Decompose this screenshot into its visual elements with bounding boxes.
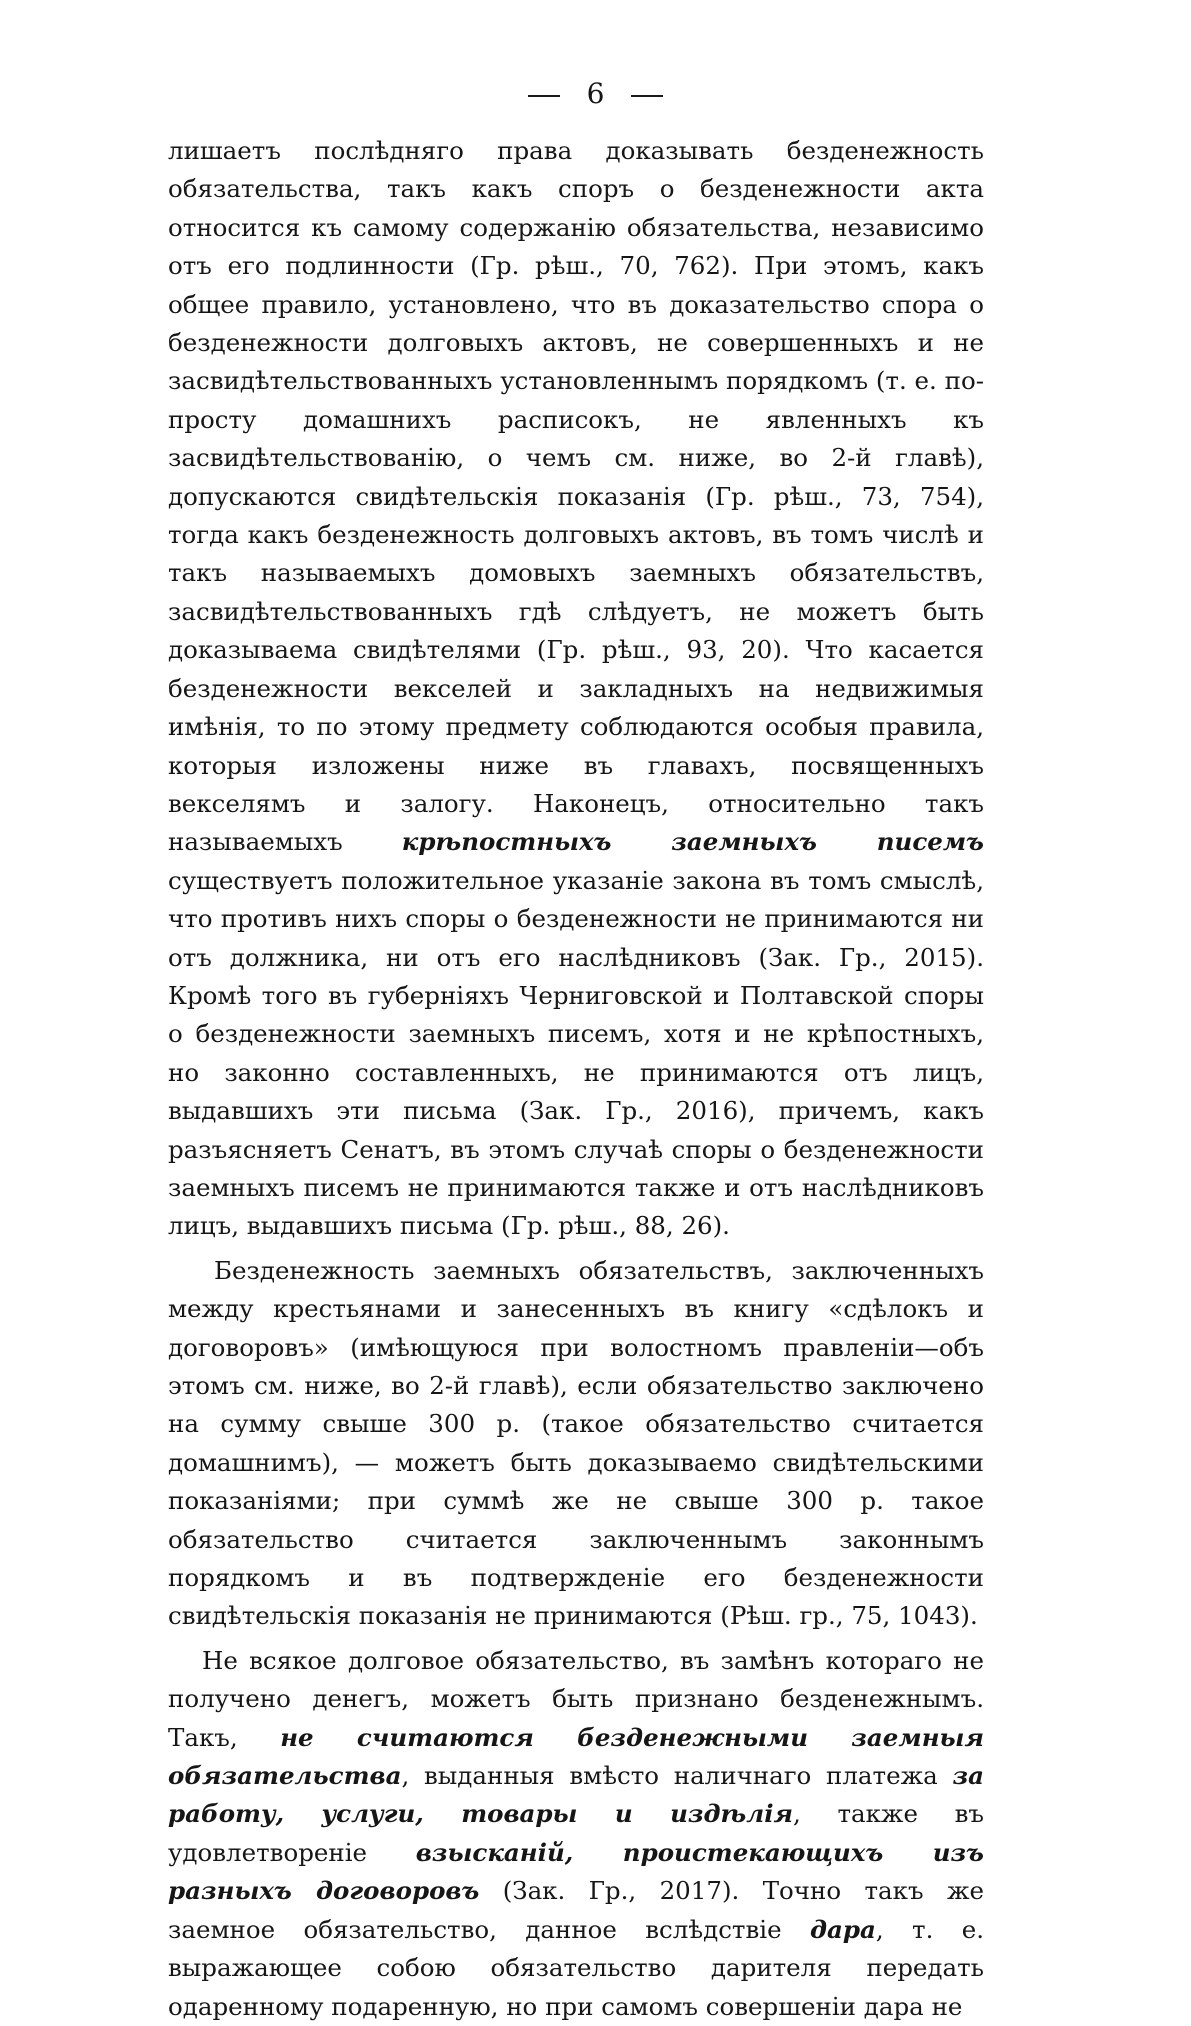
paragraph-3-segment-3: , выданныя вмѣсто наличнаго платежа xyxy=(401,1761,953,1791)
paragraph-3-segment-5: , также въ удовлетвореніе xyxy=(168,1799,984,1867)
paragraph-3-segment-1: Не всякое долговое обязательство, въ замѣнъ котораго не получено денегъ, можетъ быть признано безденежнымъ. Такъ, xyxy=(168,1645,984,1752)
left-dash xyxy=(528,95,560,97)
paragraph-1-segment-3: существуетъ положительное указаніе закона въ томъ смыслѣ, что противъ нихъ споры о безденежности не принимаются ни отъ должника, ни отъ его наслѣдниковъ (Зак. Гр., 2015). Кромѣ того въ губерніяхъ Черниговской и Полтавской споры о безденежности заемныхъ писемъ, хотя и не крѣпостныхъ, но законно составленныхъ, не принимаются отъ лицъ, выдавшихъ эти письма (Зак. Гр., 2016), причемъ, какъ разъясняетъ Сенатъ, въ этомъ случаѣ споры о безденежности заемныхъ писемъ не принимаются также и отъ наслѣдниковъ лицъ, выдавшихъ письма (Гр. рѣш., 88, 26). xyxy=(168,865,984,1241)
paragraph-3-emphasis-3: взысканій, проистекающихъ изъ разныхъ договоровъ xyxy=(168,1837,984,1906)
body-text xyxy=(168,132,984,2026)
paragraph-1 xyxy=(168,132,984,1246)
page-number: 6 xyxy=(586,77,605,110)
paragraph-1-segment-1: лишаетъ послѣдняго права доказывать безденежность обязательства, такъ какъ споръ о безденежности акта относится къ самому содержанію обязательства, независимо отъ его подлинности (Гр. рѣш., 70, 762). При этомъ, какъ общее правило, установлено, что въ доказательство спора о безденежности долговыхъ актовъ, не совершенныхъ и не засвидѣтельствованныхъ установленнымъ порядкомъ (т. е. по-просту домашнихъ расписокъ, не явленныхъ къ засвидѣтельствованію, о чемъ см. ниже, во 2-й главѣ), допускаются свидѣтельскія показанія (Гр. рѣш., 73, 754), тогда какъ безденежность долговыхъ актовъ, въ томъ числѣ и такъ называемыхъ домовыхъ заемныхъ обязательствъ, засвидѣтельствованныхъ гдѣ слѣдуетъ, не можетъ быть доказываема свидѣтелями (Гр. рѣш., 93, 20). Что касается безденежности векселей и закладныхъ на недвижимыя имѣнія, то по этому предмету соблюдаются особыя правила, которыя изложены ниже въ главахъ, посвященныхъ векселямъ и залогу. Наконецъ, относительно такъ называемыхъ xyxy=(168,136,984,857)
paragraph-3-emphasis-2: за работу, услуги, товары и издѣлія xyxy=(168,1761,984,1829)
page-header xyxy=(0,74,1191,114)
paragraph-3-segment-7: (Зак. Гр., 2017). Точно такъ же заемное обязательство, данное вслѣдствіе xyxy=(168,1876,985,1944)
paragraph-3 xyxy=(168,1642,984,2026)
paragraph-2-segment-1: Безденежность заемныхъ обязательствъ, заключенныхъ между крестьянами и занесенныхъ въ книгу «сдѣлокъ и договоровъ» (имѣющуюся при волостномъ правленіи—объ этомъ см. ниже, во 2-й главѣ), если обязательство заключено на сумму свыше 300 р. (такое обязательство считается домашнимъ), — можетъ быть доказываемо свидѣтельскими показаніями; при суммѣ же не свыше 300 р. такое обязательство считается заключеннымъ законнымъ порядкомъ и въ подтвержденіе его безденежности свидѣтельскія показанія не принимаются (Рѣш. гр., 75, 1043). xyxy=(168,1255,984,1631)
paragraph-3-emphasis-1: не считаются безденежными заемныя обязательства xyxy=(168,1722,984,1791)
paragraph-2 xyxy=(168,1252,984,1636)
right-dash xyxy=(631,95,663,97)
paragraph-3-emphasis-4: дара xyxy=(809,1914,876,1944)
paragraph-1-emphasis-1: крѣпостныхъ заемныхъ писемъ xyxy=(401,827,984,857)
paragraph-3-segment-9: , т. е. выражающее собою обязательство дарителя передать одаренному подаренную, но при самомъ совершеніи дара не xyxy=(168,1914,984,2021)
